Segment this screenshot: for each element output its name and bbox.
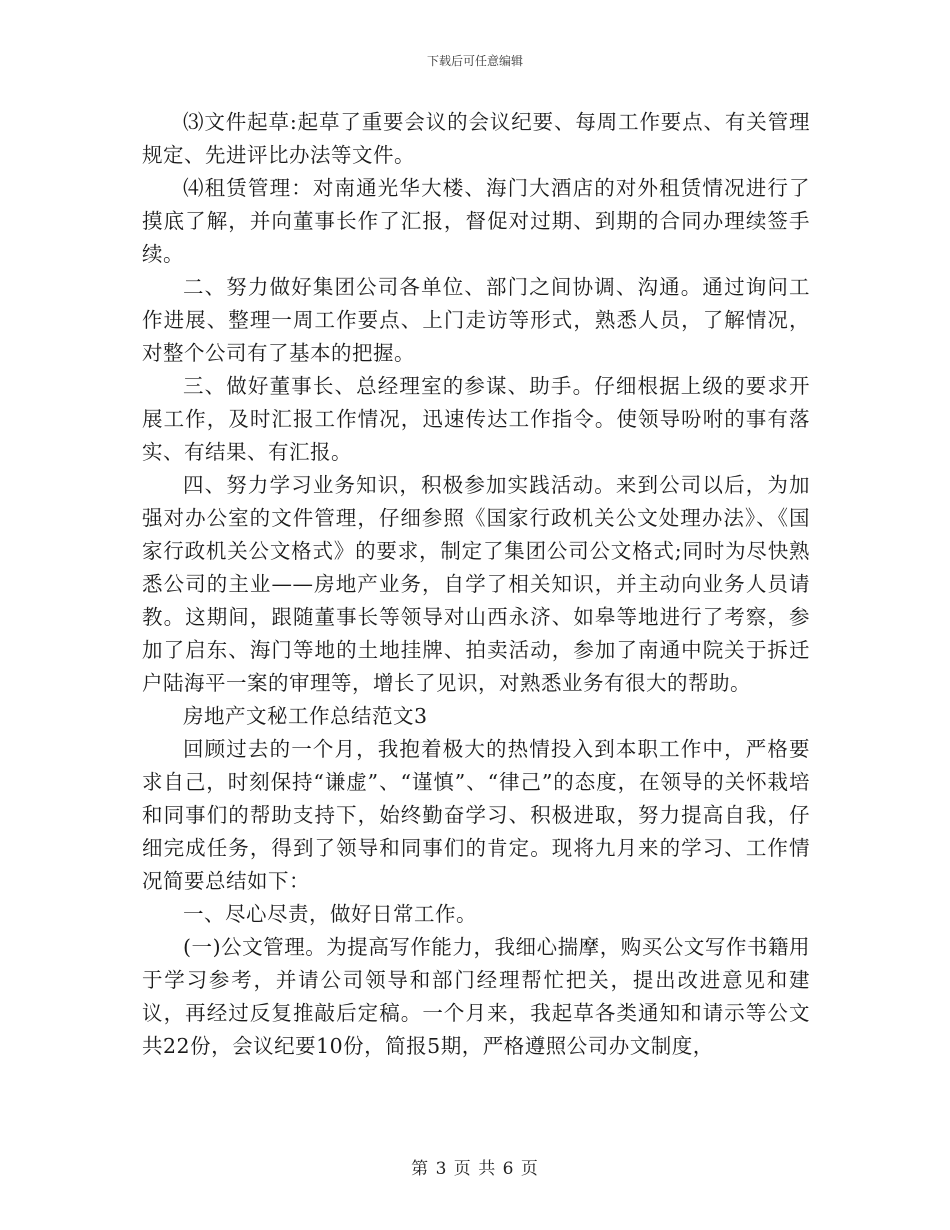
section-title: 房地产文秘工作总结范文3	[183, 704, 428, 728]
paragraph-study-practice: 四、努力学习业务知识，积极参加实践活动。来到公司以后，为加强对办公室的文件管理，仔细参照《国家行政机关公文处理办法》、《国家行政机关公文格式》的要求，制定了集团公司公文格式;同时为尽快熟悉公司的主业——房地产业务，自学了相关知识，并主动向业务人员请教。这期间，跟随董事长等领导对山西永济、如皋等地进行了考察，参加了启东、海门等地的土地挂牌、拍卖活动，参加了南通中院关于拆迁户陆海平一案的审理等，增长了见识，对熟悉业务有很大的帮助。	[142, 473, 810, 695]
paragraph-document-management: (一)公文管理。为提高写作能力，我细心揣摩，购买公文写作书籍用于学习参考，并请公司领导和部门经理帮忙把关，提出改进意见和建议，再经过反复推敲后定稿。一个月来，我起草各类通知和请示等公文共22份，会议纪要10份，简报5期，严格遵照公司办文制度，	[142, 935, 810, 1058]
paragraph-coordination: 二、努力做好集团公司各单位、部门之间协调、沟通。通过询问工作进展、整理一周工作要点、上门走访等形式，熟悉人员，了解情况，对整个公司有了基本的把握。	[142, 275, 810, 365]
document-body	[142, 106, 810, 1063]
paragraph-file-drafting: ⑶文件起草:起草了重要会议的会议纪要、每周工作要点、有关管理规定、先进评比办法等文件。	[142, 110, 810, 167]
paragraph-staff-assistant: 三、做好董事长、总经理室的参谋、助手。仔细根据上级的要求开展工作，及时汇报工作情况，迅速传达工作指令。使领导吩咐的事有落实、有结果、有汇报。	[142, 374, 810, 464]
page-number: 第 3 页 共 6 页	[411, 1159, 539, 1179]
page-header: 下载后可任意编辑	[426, 54, 523, 68]
paragraph-heading-daily-work: 一、尽心尽责，做好日常工作。	[183, 902, 477, 926]
paragraph-lease-management: ⑷租赁管理：对南通光华大楼、海门大酒店的对外租赁情况进行了摸底了解，并向董事长作了汇报，督促对过期、到期的合同办理续签手续。	[142, 176, 810, 266]
paragraph-review: 回顾过去的一个月，我抱着极大的热情投入到本职工作中，严格要求自己，时刻保持“谦虚”、“谨慎”、“律己”的态度，在领导的关怀栽培和同事们的帮助支持下，始终勤奋学习、积极进取，努力提高自我，仔细完成任务，得到了领导和同事们的肯定。现将九月来的学习、工作情况简要总结如下：	[142, 737, 810, 893]
